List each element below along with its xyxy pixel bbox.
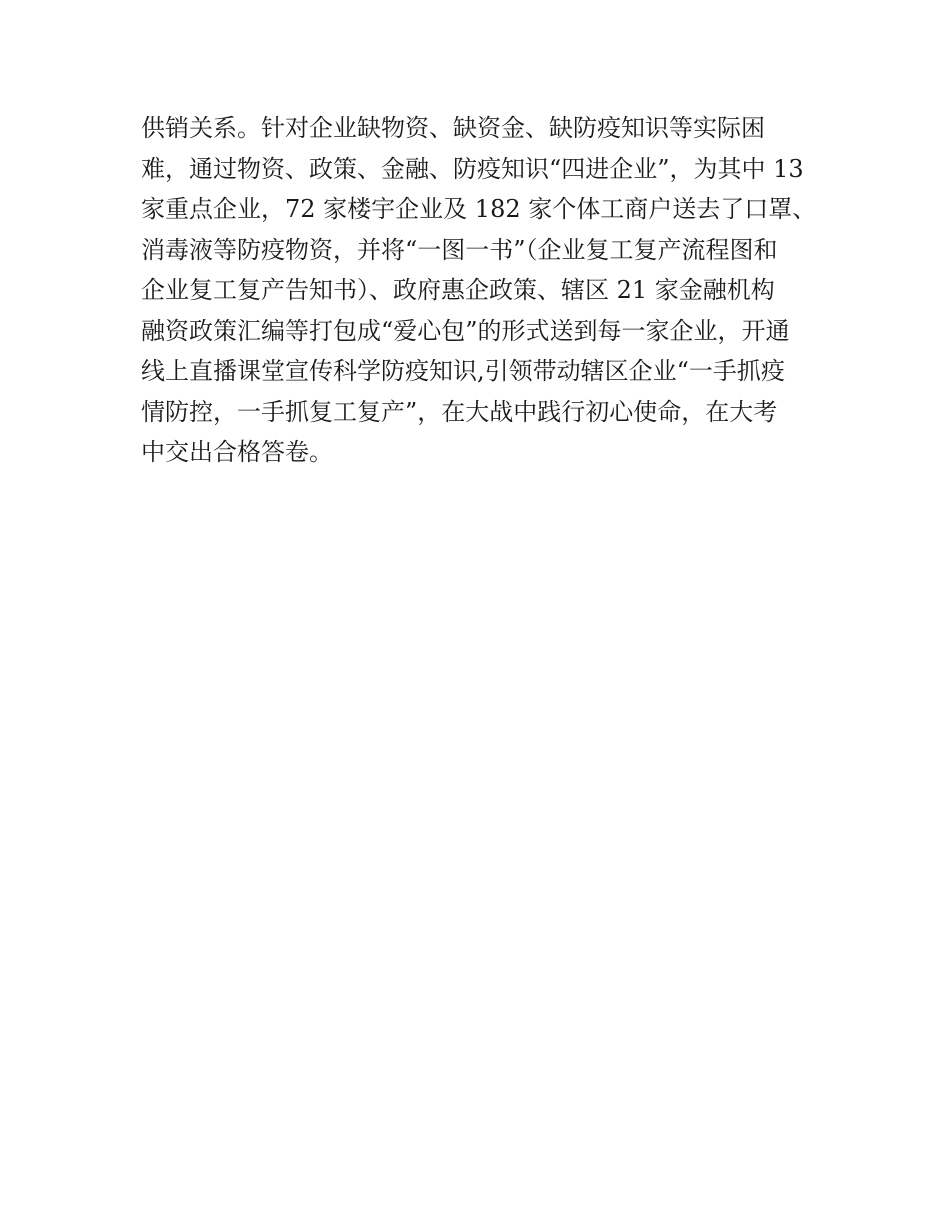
paragraph-line: 难，通过物资、政策、金融、防疫知识“四进企业”，为其中 13 (141, 154, 804, 183)
paragraph-line: 企业复工复产告知书）、政府惠企政策、辖区 21 家金融机构 (141, 276, 775, 304)
paragraph-line: 线上直播课堂宣传科学防疫知识,引领带动辖区企业“一手抓疫 (141, 357, 785, 385)
body-paragraph (141, 108, 821, 473)
paragraph-line: 消毒液等防疫物资，并将“一图一书”（企业复工复产流程图和 (141, 235, 778, 264)
paragraph-line: 融资政策汇编等打包成“爱心包”的形式送到每一家企业，开通 (141, 316, 790, 345)
paragraph-line: 情防控，一手抓复工复产”，在大战中践行初心使命，在大考 (141, 397, 778, 426)
paragraph-line: 中交出合格答卷。 (141, 438, 333, 466)
paragraph-line: 供销关系。针对企业缺物资、缺资金、缺防疫知识等实际困 (141, 114, 765, 142)
paragraph-line: 家重点企业，72 家楼宇企业及 182 家个体工商户送去了口罩、 (141, 195, 817, 223)
